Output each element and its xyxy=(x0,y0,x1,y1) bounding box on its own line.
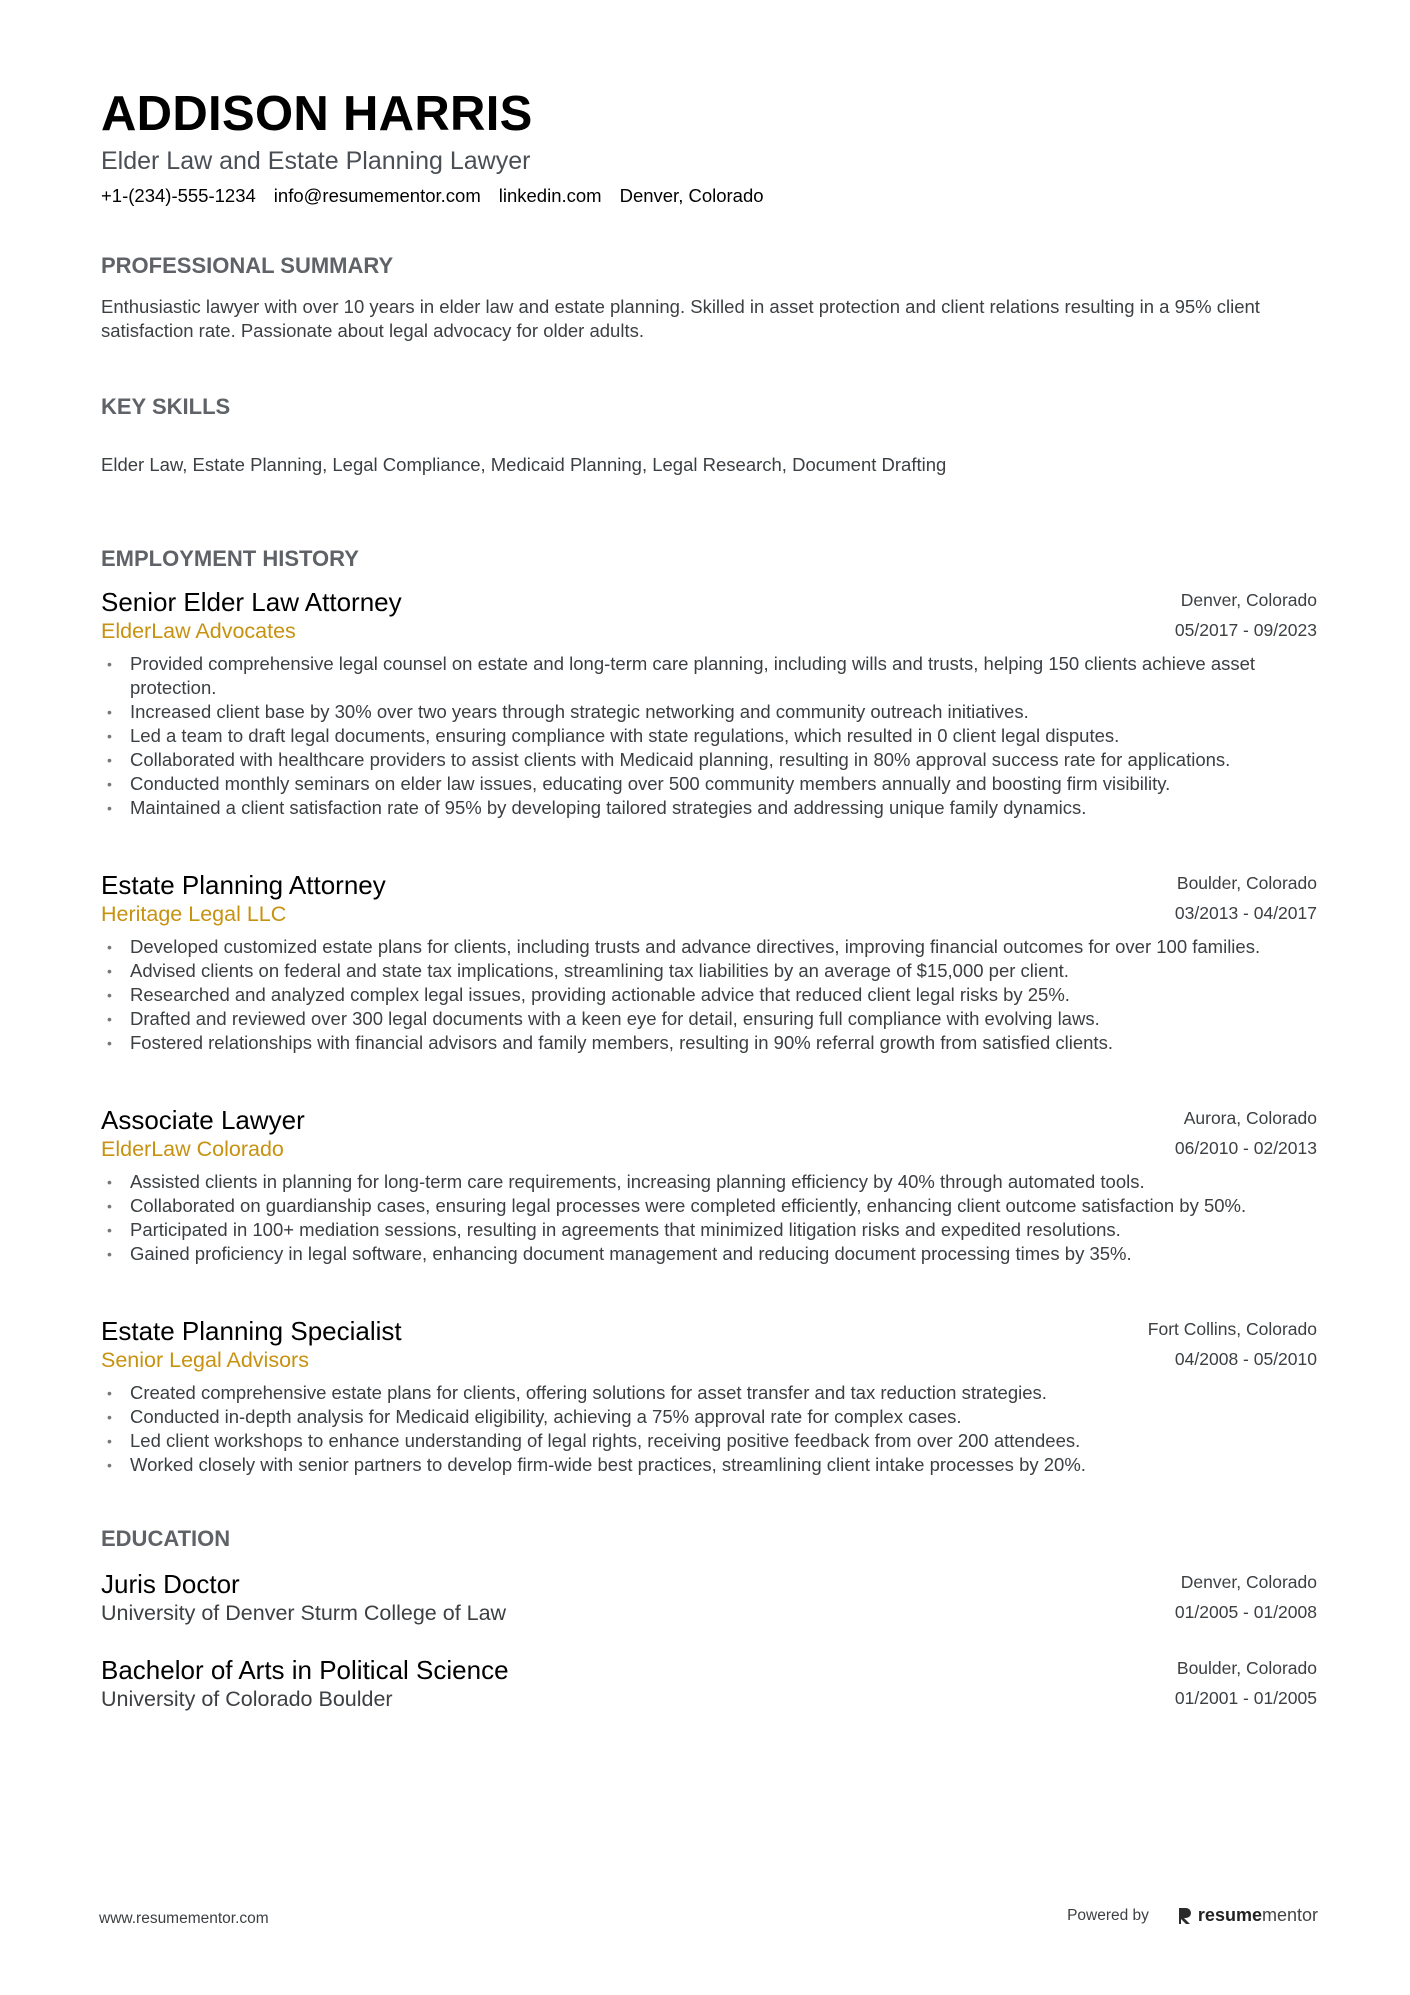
education-school: University of Denver Sturm College of Law xyxy=(101,1601,507,1625)
list-item: • Developed customized estate plans for clients, including trusts and advance directives, improving financial outcomes for over 100 families. xyxy=(107,936,1261,957)
list-item: • Researched and analyzed complex legal issues, providing actionable advice that reduced client legal risks by 25%. xyxy=(107,984,1070,1005)
bullet-icon: • xyxy=(107,963,112,979)
section-title-education: EDUCATION xyxy=(101,1526,231,1551)
job-bullets xyxy=(101,652,1317,820)
summary-text: Enthusiastic lawyer with over 10 years in elder law and estate planning. Skilled in asset protection and client relations resulting in a 95% client satisfaction rate. Passionate about legal advocacy for older adults. xyxy=(101,296,1260,341)
list-item: • Advised clients on federal and state tax implications, streamlining tax liabilities by an average of $15,000 per client. xyxy=(107,960,1069,981)
job-header xyxy=(101,1315,1317,1375)
job-header xyxy=(101,869,1317,929)
bullet-icon: • xyxy=(107,1011,112,1027)
contact-phone: +1-(234)-555-1234 xyxy=(101,185,256,206)
job-company: Senior Legal Advisors xyxy=(101,1348,309,1372)
job-location: Boulder, Colorado xyxy=(1176,873,1317,893)
bullet-icon: • xyxy=(107,1433,112,1449)
list-item: • Fostered relationships with financial advisors and family members, resulting in 90% referral growth from satisfied clients. xyxy=(107,1032,1113,1053)
bullet-icon: • xyxy=(107,656,112,672)
job-location: Aurora, Colorado xyxy=(1183,1108,1317,1128)
job-entry xyxy=(101,1104,1317,1266)
job-bullets xyxy=(101,935,1317,1055)
bullet-icon: • xyxy=(107,1198,112,1214)
education-location: Boulder, Colorado xyxy=(1176,1658,1317,1678)
bullet-icon: • xyxy=(107,1457,112,1473)
footer-brand xyxy=(1067,1905,1318,1926)
bullet-icon: • xyxy=(107,1035,112,1051)
job-role: Associate Lawyer xyxy=(101,1105,305,1135)
job-company: ElderLaw Colorado xyxy=(101,1137,284,1161)
bullet-icon: • xyxy=(107,1246,112,1262)
list-item: • Led a team to draft legal documents, ensuring compliance with state regulations, which resulted in 0 client legal disputes. xyxy=(107,725,1120,746)
job-bullets xyxy=(101,1381,1317,1477)
education-dates: 01/2001 - 01/2005 xyxy=(1174,1688,1317,1708)
job-entry xyxy=(101,869,1317,1055)
list-item: • Gained proficiency in legal software, enhancing document management and reducing document processing times by 35%. xyxy=(107,1243,1132,1264)
bullet-icon: • xyxy=(107,800,112,816)
education-header xyxy=(101,1654,1317,1714)
job-bullets xyxy=(101,1170,1317,1266)
footer-url[interactable]: www.resumementor.com xyxy=(99,1910,269,1927)
education-entry xyxy=(101,1568,1317,1628)
job-dates: 03/2013 - 04/2017 xyxy=(1174,903,1317,923)
list-item: • Provided comprehensive legal counsel on estate and long-term care planning, including wills and trusts, helping 150 clients achieve asset protection. xyxy=(107,653,1256,698)
resumementor-logo[interactable] xyxy=(1177,1905,1318,1926)
list-item: • Drafted and reviewed over 300 legal documents with a keen eye for detail, ensuring full compliance with evolving laws. xyxy=(107,1008,1100,1029)
job-role: Senior Elder Law Attorney xyxy=(101,587,402,617)
education-entry xyxy=(101,1654,1317,1714)
bullet-icon: • xyxy=(107,704,112,720)
bullet-icon: • xyxy=(107,939,112,955)
education-location: Denver, Colorado xyxy=(1180,1572,1317,1592)
logo-text-bold: resume xyxy=(1197,1905,1262,1925)
contact-linkedin[interactable]: linkedin.com xyxy=(498,185,602,206)
job-dates: 04/2008 - 05/2010 xyxy=(1174,1349,1317,1369)
logo-text-light: mentor xyxy=(1261,1905,1318,1925)
candidate-title: Elder Law and Estate Planning Lawyer xyxy=(101,147,531,175)
powered-by-label: Powered by xyxy=(1067,1906,1149,1924)
bullet-icon: • xyxy=(107,1174,112,1190)
list-item: • Participated in 100+ mediation sessions, resulting in agreements that minimized litigation risks and expedited resolutions. xyxy=(107,1219,1121,1240)
list-item: • Maintained a client satisfaction rate of 95% by developing tailored strategies and addressing unique family dynamics. xyxy=(107,797,1087,818)
list-item: • Created comprehensive estate plans for clients, offering solutions for asset transfer and tax reduction strategies. xyxy=(107,1382,1047,1403)
job-location: Denver, Colorado xyxy=(1180,590,1317,610)
job-entry xyxy=(101,586,1317,820)
contact-row xyxy=(101,184,764,208)
list-item: • Conducted monthly seminars on elder law issues, educating over 500 community members annually and boosting firm visibility. xyxy=(107,773,1171,794)
education-degree: Juris Doctor xyxy=(101,1569,240,1599)
job-entry xyxy=(101,1315,1317,1477)
bullet-icon: • xyxy=(107,776,112,792)
bullet-icon: • xyxy=(107,728,112,744)
candidate-name: ADDISON HARRIS xyxy=(101,87,533,141)
bullet-icon: • xyxy=(107,987,112,1003)
education-dates: 01/2005 - 01/2008 xyxy=(1174,1602,1317,1622)
job-role: Estate Planning Specialist xyxy=(101,1316,402,1346)
bullet-icon: • xyxy=(107,1409,112,1425)
section-title-employment: EMPLOYMENT HISTORY xyxy=(101,546,359,571)
list-item: • Led client workshops to enhance understanding of legal rights, receiving positive feedback from over 200 attendees. xyxy=(107,1430,1081,1451)
skills-text: Elder Law, Estate Planning, Legal Compliance, Medicaid Planning, Legal Research, Document Drafting xyxy=(101,454,947,475)
job-header xyxy=(101,1104,1317,1164)
contact-email[interactable]: info@resumementor.com xyxy=(273,185,481,206)
education-school: University of Colorado Boulder xyxy=(101,1687,393,1711)
list-item: • Conducted in-depth analysis for Medicaid eligibility, achieving a 75% approval rate for complex cases. xyxy=(107,1406,962,1427)
bullet-icon: • xyxy=(107,752,112,768)
list-item: • Worked closely with senior partners to develop firm-wide best practices, streamlining client intake processes by 20%. xyxy=(107,1454,1086,1475)
job-dates: 06/2010 - 02/2013 xyxy=(1174,1138,1317,1158)
list-item: • Assisted clients in planning for long-term care requirements, increasing planning efficiency by 40% through automated tools. xyxy=(107,1171,1145,1192)
education-degree: Bachelor of Arts in Political Science xyxy=(101,1655,509,1685)
contact-location: Denver, Colorado xyxy=(619,185,764,206)
list-item: • Collaborated on guardianship cases, ensuring legal processes were completed efficiently, enhancing client outcome satisfaction by 50%. xyxy=(107,1195,1247,1216)
section-title-summary: PROFESSIONAL SUMMARY xyxy=(101,253,394,278)
list-item: • Increased client base by 30% over two years through strategic networking and community outreach initiatives. xyxy=(107,701,1029,722)
list-item: • Collaborated with healthcare providers to assist clients with Medicaid planning, resulting in 80% approval success rate for applications. xyxy=(107,749,1231,770)
bullet-icon: • xyxy=(107,1385,112,1401)
job-dates: 05/2017 - 09/2023 xyxy=(1174,620,1317,640)
job-location: Fort Collins, Colorado xyxy=(1147,1319,1317,1339)
bullet-icon: • xyxy=(107,1222,112,1238)
job-header xyxy=(101,586,1317,646)
job-company: Heritage Legal LLC xyxy=(101,902,287,926)
resumementor-logo-icon xyxy=(1177,1906,1193,1926)
section-title-skills: KEY SKILLS xyxy=(101,394,231,419)
job-company: ElderLaw Advocates xyxy=(101,619,296,643)
job-role: Estate Planning Attorney xyxy=(101,870,386,900)
education-header xyxy=(101,1568,1317,1628)
